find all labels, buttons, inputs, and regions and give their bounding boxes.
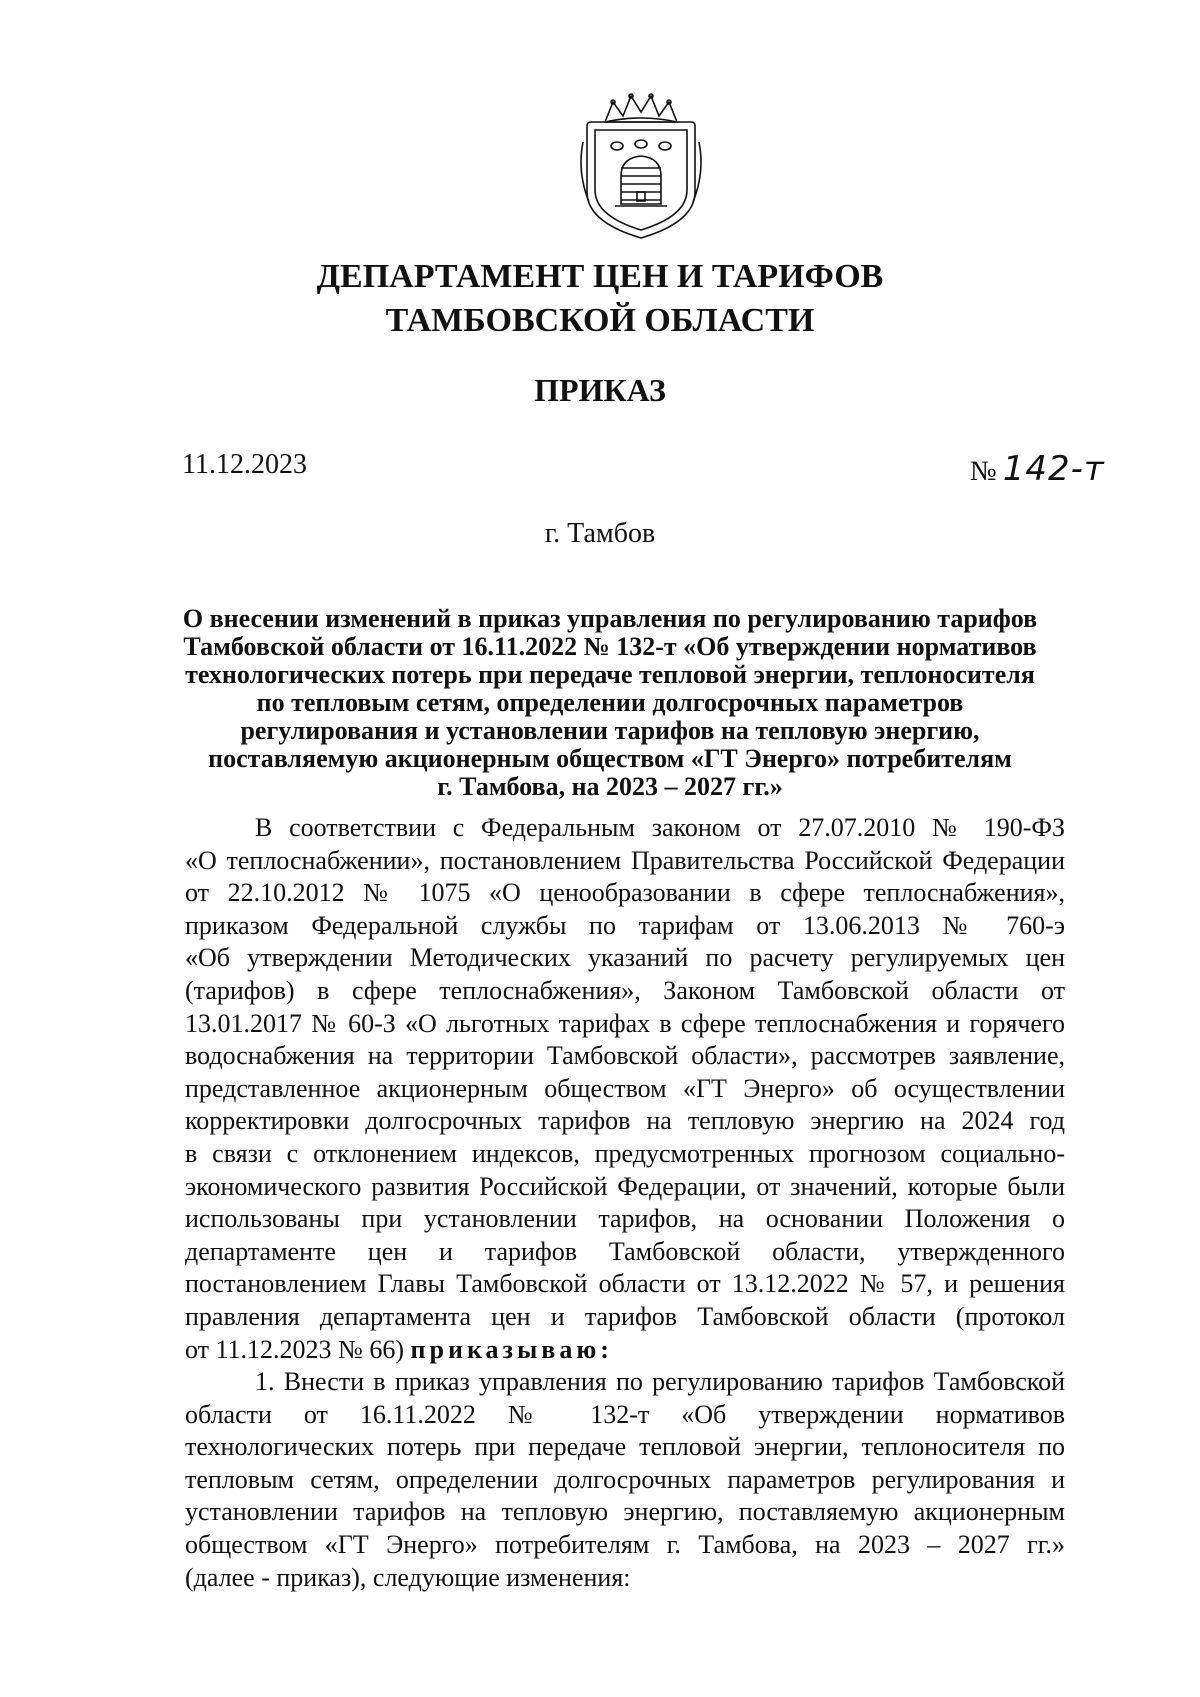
preamble-last-line xyxy=(185,1334,1065,1367)
department-name-line-2: ТАМБОВСКОЙ ОБЛАСТИ xyxy=(385,302,815,339)
item-1-line: тепловым сетям, определении долгосрочных параметров регулирования и xyxy=(185,1464,1065,1494)
preamble-line: департаменте цен и тарифов Тамбовской области, утвержденного xyxy=(185,1236,1065,1266)
department-name-line-1: ДЕПАРТАМЕНТ ЦЕН И ТАРИФОВ xyxy=(316,258,884,295)
subject-line: поставляемую акционерным обществом «ГТ Энерго» потребителям xyxy=(208,744,1012,773)
preamble-line: корректировки долгосрочных тарифов на тепловую энергию на 2024 год xyxy=(185,1106,1065,1136)
item-1-line: 1. Внести в приказ управления по регулированию тарифов Тамбовской xyxy=(255,1367,1065,1397)
issue-city: г. Тамбов xyxy=(544,518,656,549)
preamble-line: представленное акционерным обществом «ГТ Энерго» об осуществлении xyxy=(185,1073,1065,1103)
preamble-line: правления департамента цен и тарифов Тамбовской области (протокол xyxy=(185,1301,1065,1331)
subject-line: по тепловым сетям, определении долгосрочных параметров xyxy=(256,688,964,717)
preamble-line: использованы при установлении тарифов, на основании Положения о xyxy=(185,1204,1065,1234)
order-subject-title xyxy=(170,605,1050,801)
subject-line: регулирования и установлении тарифов на тепловую энергию, xyxy=(240,716,980,745)
item-1-line: обществом «ГТ Энерго» потребителям г. Тамбова, на 2023 – 2027 гг.» xyxy=(185,1530,1065,1560)
preamble-line: В соответствии с Федеральным законом от 27.07.2010 № 190-ФЗ xyxy=(255,813,1065,842)
preamble-line: 13.01.2017 № 60-З «О льготных тарифах в сфере теплоснабжения и горячего xyxy=(185,1008,1065,1038)
preamble-line: от 22.10.2012 № 1075 «О ценообразовании в сфере теплоснабжения», xyxy=(185,878,1065,908)
item-1-paragraph xyxy=(185,1366,1065,1594)
preamble-line: постановлением Главы Тамбовской области от 13.12.2022 № 57, и решения xyxy=(185,1269,1065,1299)
subject-line: г. Тамбова, на 2023 – 2027 гг.» xyxy=(437,772,783,801)
item-1-line: технологических потерь при передаче тепловой энергии, теплоносителя по xyxy=(185,1432,1065,1462)
preamble-line: водоснабжения на территории Тамбовской области», рассмотрев заявление, xyxy=(185,1041,1065,1071)
order-number-handwritten: 142-т xyxy=(1002,449,1105,489)
item-1-line: (далее - приказ), следующие изменения: xyxy=(185,1562,631,1592)
preamble-line: в связи с отклонением индексов, предусмотренных прогнозом социально- xyxy=(185,1138,1065,1168)
item-1-line: области от 16.11.2022 № 132-т «Об утверждении нормативов xyxy=(185,1399,1065,1429)
tambov-coat-of-arms-emblem xyxy=(575,92,707,240)
preamble-paragraph xyxy=(185,812,1065,1366)
item-1-line: установлении тарифов на тепловую энергию, поставляемую акционерным xyxy=(185,1497,1065,1527)
preamble-line: (тарифов) в сфере теплоснабжения», Законом Тамбовской области от xyxy=(185,975,1065,1005)
subject-line: технологических потерь при передаче тепловой энергии, теплоносителя xyxy=(185,660,1035,689)
preamble-line: экономического развития Российской Федерации, от значений, которые были xyxy=(185,1171,1065,1201)
order-number xyxy=(970,449,1105,489)
document-type-heading: ПРИКАЗ xyxy=(534,372,666,408)
subject-line: Тамбовской области от 16.11.2022 № 132-т «Об утверждении нормативов xyxy=(183,632,1037,661)
subject-line: О внесении изменений в приказ управления по регулированию тарифов xyxy=(182,604,1038,633)
preamble-line: «Об утверждении Методических указаний по расчету регулируемых цен xyxy=(185,943,1065,973)
preamble-line: приказом Федеральной службы по тарифам от 13.06.2013 № 760-э xyxy=(185,910,1065,940)
order-command-word: приказываю: xyxy=(410,1334,613,1364)
preamble-line: «О теплоснабжении», постановлением Правительства Российской Федерации xyxy=(185,845,1065,875)
preamble-last-text: от 11.12.2023 № 66) xyxy=(185,1334,405,1364)
order-body xyxy=(185,812,1065,1594)
order-number-label: № xyxy=(970,456,997,487)
order-date: 11.12.2023 xyxy=(182,449,307,480)
